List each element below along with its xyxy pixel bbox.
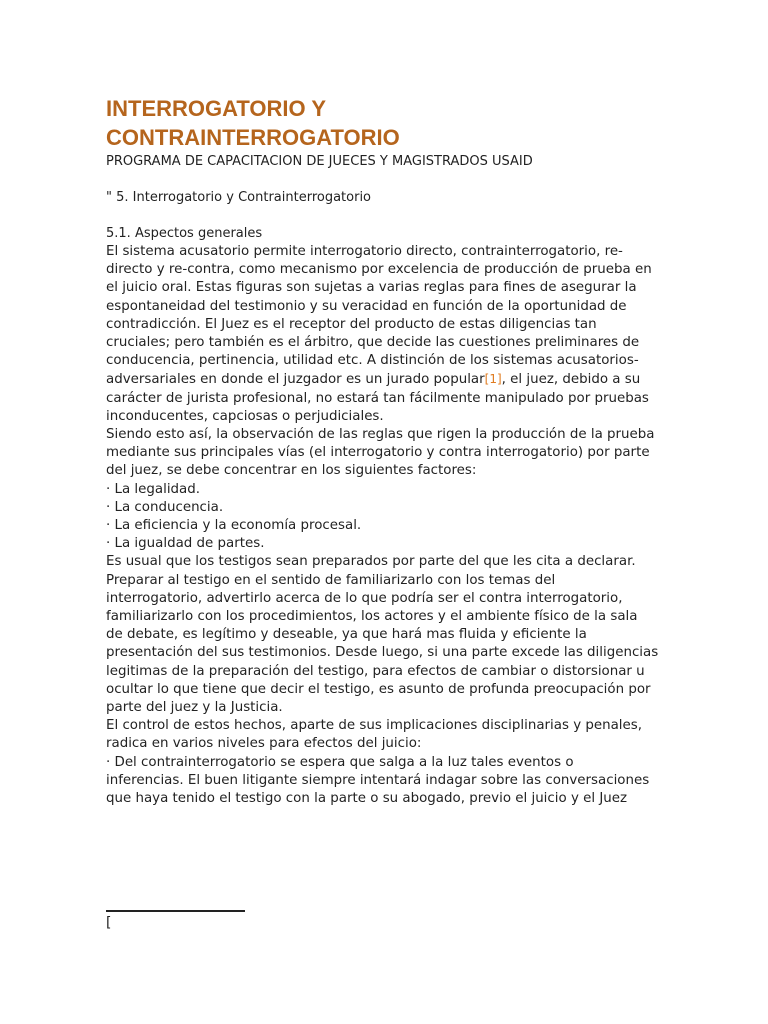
paragraph-line: radica en varios niveles para efectos del juicio: [106,736,422,752]
list-item: · La conducencia. [106,499,224,515]
section-heading: " 5. Interrogatorio y Contrainterrogatorio [106,190,372,205]
paragraph-line: mediante sus principales vías (el interrogatorio y contra interrogatorio) por parte [106,445,650,461]
paragraph-line: Siendo esto así, la observación de las reglas que rigen la producción de la prueba [106,427,655,443]
paragraph-line: de debate, es legítimo y deseable, ya que hará mas fluida y eficiente la [106,627,587,643]
subsection-heading: 5.1. Aspectos generales [106,226,263,241]
paragraph-line: Preparar al testigo en el sentido de familiarizarlo con los temas del [106,572,556,588]
paragraph-line: conducencia, pertinencia, utilidad etc. A distinción de los sistemas acusatorios- [106,353,639,369]
paragraph-line: que haya tenido el testigo con la parte o su abogado, previo el juicio y el Juez [106,791,628,807]
paragraph-line: parte del juez y la Justicia. [106,700,283,716]
title-line-2: CONTRAINTERROGATORIO [106,125,400,150]
document-subtitle: PROGRAMA DE CAPACITACION DE JUECES Y MAGISTRADOS USAID [106,154,533,169]
title-line-1: INTERROGATORIO Y [106,96,327,121]
footnote-divider [106,910,245,912]
paragraph-line: contradicción. El Juez es el receptor del producto de estas diligencias tan [106,316,597,332]
paragraph-text: adversariales en donde el juzgador es un jurado popular [106,372,485,388]
paragraph-line-with-footnote [106,370,661,389]
paragraph-1 [106,243,661,426]
list-item: · La legalidad. [106,481,201,497]
paragraph-line: · Del contrainterrogatorio se espera que salga a la luz tales eventos o [106,754,574,770]
paragraph-line: el juicio oral. Estas figuras son sujetas a varias reglas para fines de asegurar la [106,280,637,296]
paragraph-line: Es usual que los testigos sean preparados por parte del que les cita a declarar. [106,554,636,570]
paragraph-line: interrogatorio, advertirlo acerca de lo que podría ser el contra interrogatorio, [106,590,623,606]
list-item: · La igualdad de partes. [106,536,265,552]
paragraph-line: ocultar lo que tiene que decir el testigo, es asunto de profunda preocupación por [106,681,651,697]
paragraph-line: legitimas de la preparación del testigo, para efectos de cambiar o distorsionar u [106,663,645,679]
paragraph-text: , el juez, debido a su [501,372,641,388]
paragraph-3 [106,553,661,717]
paragraph-line: directo y re-contra, como mecanismo por excelencia de producción de prueba en [106,262,652,278]
paragraph-line: inferencias. El buen litigante siempre intentará indagar sobre las conversaciones [106,772,650,788]
document-body [106,94,661,808]
paragraph-4 [106,717,661,753]
footnote-start: [ [106,915,112,931]
document-title [106,94,661,152]
paragraph-line: El sistema acusatorio permite interrogatorio directo, contrainterrogatorio, re- [106,244,623,259]
paragraph-line: espontaneidad del testimonio y su veracidad en función de la oportunidad de [106,298,627,314]
paragraph-line: inconducentes, capciosas o perjudiciales. [106,408,384,424]
paragraph-line: carácter de jurista profesional, no estará tan fácilmente manipulado por pruebas [106,390,649,406]
paragraph-line: del juez, se debe concentrar en los siguientes factores: [106,463,477,479]
factors-list [106,481,661,554]
paragraph-2 [106,426,661,481]
paragraph-line: cruciales; pero también es el árbitro, que decide las cuestiones preliminares de [106,335,640,351]
footnote-link[interactable]: [1] [484,372,502,387]
paragraph-5 [106,754,661,809]
list-item: · La eficiencia y la economía procesal. [106,518,362,534]
paragraph-line: familiarizarlo con los procedimientos, los actores y el ambiente físico de la sala [106,609,638,625]
paragraph-line: El control de estos hechos, aparte de sus implicaciones disciplinarias y penales, [106,718,642,734]
paragraph-line: presentación del sus testimonios. Desde luego, si una parte excede las diligencias [106,645,659,661]
